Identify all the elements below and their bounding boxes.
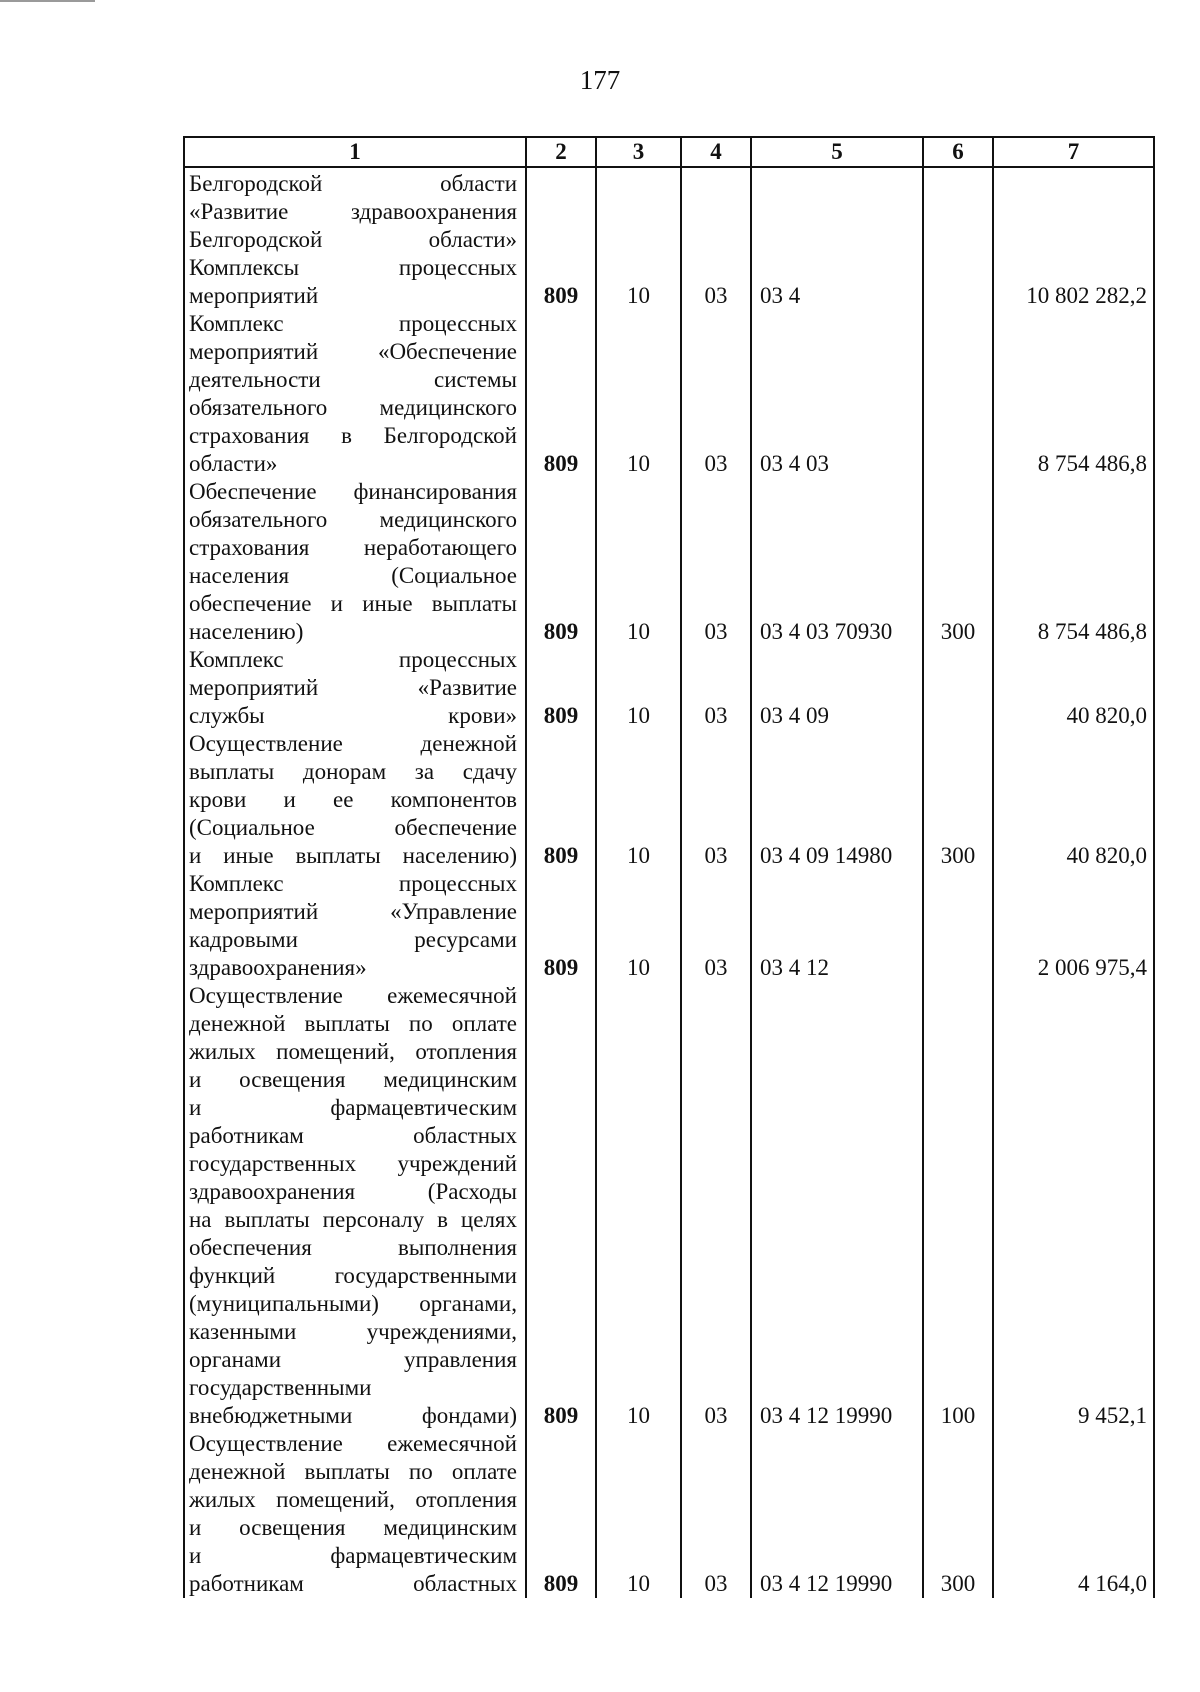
description-line: (Социальное обеспечение xyxy=(189,815,517,840)
description-line: страхования в Белгородской xyxy=(189,423,517,448)
cell-col-5: 03 4 12 19990 xyxy=(751,1430,923,1598)
description-line: здравоохранения» xyxy=(189,955,367,980)
description-line: Белгородской области xyxy=(189,171,517,196)
description-line: Комплекс процессных xyxy=(189,311,517,336)
description-line: кадровыми ресурсами xyxy=(189,927,517,952)
description-line: обеспечение и иные выплаты xyxy=(189,591,517,616)
cell-col-6 xyxy=(923,870,993,982)
cell-col-7: 40 820,0 xyxy=(993,646,1154,730)
description-line: мероприятий «Развитие xyxy=(189,675,517,700)
table-row xyxy=(184,1430,1154,1598)
description-line: области» xyxy=(189,451,278,476)
row-description xyxy=(184,167,526,310)
description-line: и фармацевтическим xyxy=(189,1095,517,1120)
cell-col-7: 10 802 282,2 xyxy=(993,167,1154,310)
cell-col-5: 03 4 12 19990 xyxy=(751,982,923,1430)
cell-col-3: 10 xyxy=(596,646,681,730)
row-description xyxy=(184,982,526,1430)
description-line: и освещения медицинским xyxy=(189,1515,517,1540)
description-line: работникам областных xyxy=(189,1123,517,1148)
cell-col-7: 2 006 975,4 xyxy=(993,870,1154,982)
cell-col-3: 10 xyxy=(596,167,681,310)
table-row xyxy=(184,478,1154,646)
cell-col-4: 03 xyxy=(681,730,751,870)
description-line: Осуществление ежемесячной xyxy=(189,1431,517,1456)
cell-col-6 xyxy=(923,310,993,478)
column-header-5: 5 xyxy=(751,137,923,167)
description-line: жилых помещений, отопления xyxy=(189,1487,517,1512)
cell-col-2: 809 xyxy=(526,478,596,646)
description-line: населения (Социальное xyxy=(189,563,517,588)
table-row xyxy=(184,310,1154,478)
description-line: «Развитие здравоохранения xyxy=(189,199,517,224)
description-line: функций государственными xyxy=(189,1263,517,1288)
column-header-4: 4 xyxy=(681,137,751,167)
cell-col-4: 03 xyxy=(681,870,751,982)
row-description xyxy=(184,310,526,478)
cell-col-5: 03 4 09 14980 xyxy=(751,730,923,870)
table-row xyxy=(184,870,1154,982)
cell-col-6: 300 xyxy=(923,1430,993,1598)
description-line: Осуществление ежемесячной xyxy=(189,983,517,1008)
row-description xyxy=(184,478,526,646)
description-line: Осуществление денежной xyxy=(189,731,517,756)
description-line: здравоохранения (Расходы xyxy=(189,1179,517,1204)
cell-col-7: 8 754 486,8 xyxy=(993,310,1154,478)
cell-col-5: 03 4 03 xyxy=(751,310,923,478)
description-line: страхования неработающего xyxy=(189,535,517,560)
description-line: мероприятий «Обеспечение xyxy=(189,339,517,364)
description-line: и фармацевтическим xyxy=(189,1543,517,1568)
cell-col-4: 03 xyxy=(681,478,751,646)
cell-col-5: 03 4 09 xyxy=(751,646,923,730)
description-line: мероприятий xyxy=(189,283,319,308)
row-description xyxy=(184,646,526,730)
cell-col-3: 10 xyxy=(596,730,681,870)
description-line: обеспечения выполнения xyxy=(189,1235,517,1260)
cell-col-2: 809 xyxy=(526,982,596,1430)
description-line: обязательного медицинского xyxy=(189,507,517,532)
column-header-3: 3 xyxy=(596,137,681,167)
row-description xyxy=(184,870,526,982)
cell-col-3: 10 xyxy=(596,478,681,646)
page-number: 177 xyxy=(579,65,621,95)
description-line: мероприятий «Управление xyxy=(189,899,517,924)
row-description xyxy=(184,1430,526,1598)
cell-col-2: 809 xyxy=(526,1430,596,1598)
cell-col-4: 03 xyxy=(681,982,751,1430)
column-header-6: 6 xyxy=(923,137,993,167)
description-line: государственных учреждений xyxy=(189,1151,517,1176)
cell-col-6 xyxy=(923,646,993,730)
description-line: на выплаты персоналу в целях xyxy=(189,1207,517,1232)
table-header-row xyxy=(184,137,1154,167)
description-line: выплаты донорам за сдачу xyxy=(189,759,517,784)
description-line: внебюджетными фондами) xyxy=(189,1403,517,1428)
description-line: Белгородской области» xyxy=(189,227,517,252)
cell-col-3: 10 xyxy=(596,1430,681,1598)
description-line: деятельности системы xyxy=(189,367,517,392)
description-line: государственными xyxy=(189,1375,372,1400)
cell-col-5: 03 4 12 xyxy=(751,870,923,982)
table-row xyxy=(184,167,1154,310)
budget-table xyxy=(183,136,1155,1598)
cell-col-2: 809 xyxy=(526,646,596,730)
column-header-2: 2 xyxy=(526,137,596,167)
cell-col-5: 03 4 xyxy=(751,167,923,310)
cell-col-2: 809 xyxy=(526,730,596,870)
description-line: (муниципальными) органами, xyxy=(189,1291,517,1316)
description-line: крови и ее компонентов xyxy=(189,787,517,812)
description-line: Комплексы процессных xyxy=(189,255,517,280)
description-line: денежной выплаты по оплате xyxy=(189,1011,517,1036)
cell-col-5: 03 4 03 70930 xyxy=(751,478,923,646)
description-line: органами управления xyxy=(189,1347,517,1372)
description-line: жилых помещений, отопления xyxy=(189,1039,517,1064)
cell-col-7: 40 820,0 xyxy=(993,730,1154,870)
cell-col-7: 4 164,0 xyxy=(993,1430,1154,1598)
cell-col-4: 03 xyxy=(681,167,751,310)
cell-col-3: 10 xyxy=(596,310,681,478)
table-body xyxy=(184,167,1154,1598)
description-line: Комплекс процессных xyxy=(189,647,517,672)
scan-artifact-line xyxy=(0,0,95,2)
description-line: Обеспечение финансирования xyxy=(189,479,517,504)
cell-col-6: 300 xyxy=(923,730,993,870)
cell-col-3: 10 xyxy=(596,982,681,1430)
cell-col-4: 03 xyxy=(681,310,751,478)
description-line: населению) xyxy=(189,619,304,644)
description-line: работникам областных xyxy=(189,1571,517,1596)
cell-col-7: 8 754 486,8 xyxy=(993,478,1154,646)
cell-col-2: 809 xyxy=(526,167,596,310)
description-line: и иные выплаты населению) xyxy=(189,843,517,868)
cell-col-2: 809 xyxy=(526,310,596,478)
column-header-7: 7 xyxy=(993,137,1154,167)
table-row xyxy=(184,982,1154,1430)
cell-col-6: 100 xyxy=(923,982,993,1430)
description-line: службы крови» xyxy=(189,703,517,728)
cell-col-4: 03 xyxy=(681,1430,751,1598)
table-row xyxy=(184,646,1154,730)
cell-col-4: 03 xyxy=(681,646,751,730)
cell-col-3: 10 xyxy=(596,870,681,982)
description-line: и освещения медицинским xyxy=(189,1067,517,1092)
row-description xyxy=(184,730,526,870)
cell-col-2: 809 xyxy=(526,870,596,982)
description-line: казенными учреждениями, xyxy=(189,1319,517,1344)
description-line: денежной выплаты по оплате xyxy=(189,1459,517,1484)
description-line: обязательного медицинского xyxy=(189,395,517,420)
cell-col-6 xyxy=(923,167,993,310)
column-header-1: 1 xyxy=(184,137,526,167)
cell-col-7: 9 452,1 xyxy=(993,982,1154,1430)
description-line: Комплекс процессных xyxy=(189,871,517,896)
table-row xyxy=(184,730,1154,870)
cell-col-6: 300 xyxy=(923,478,993,646)
